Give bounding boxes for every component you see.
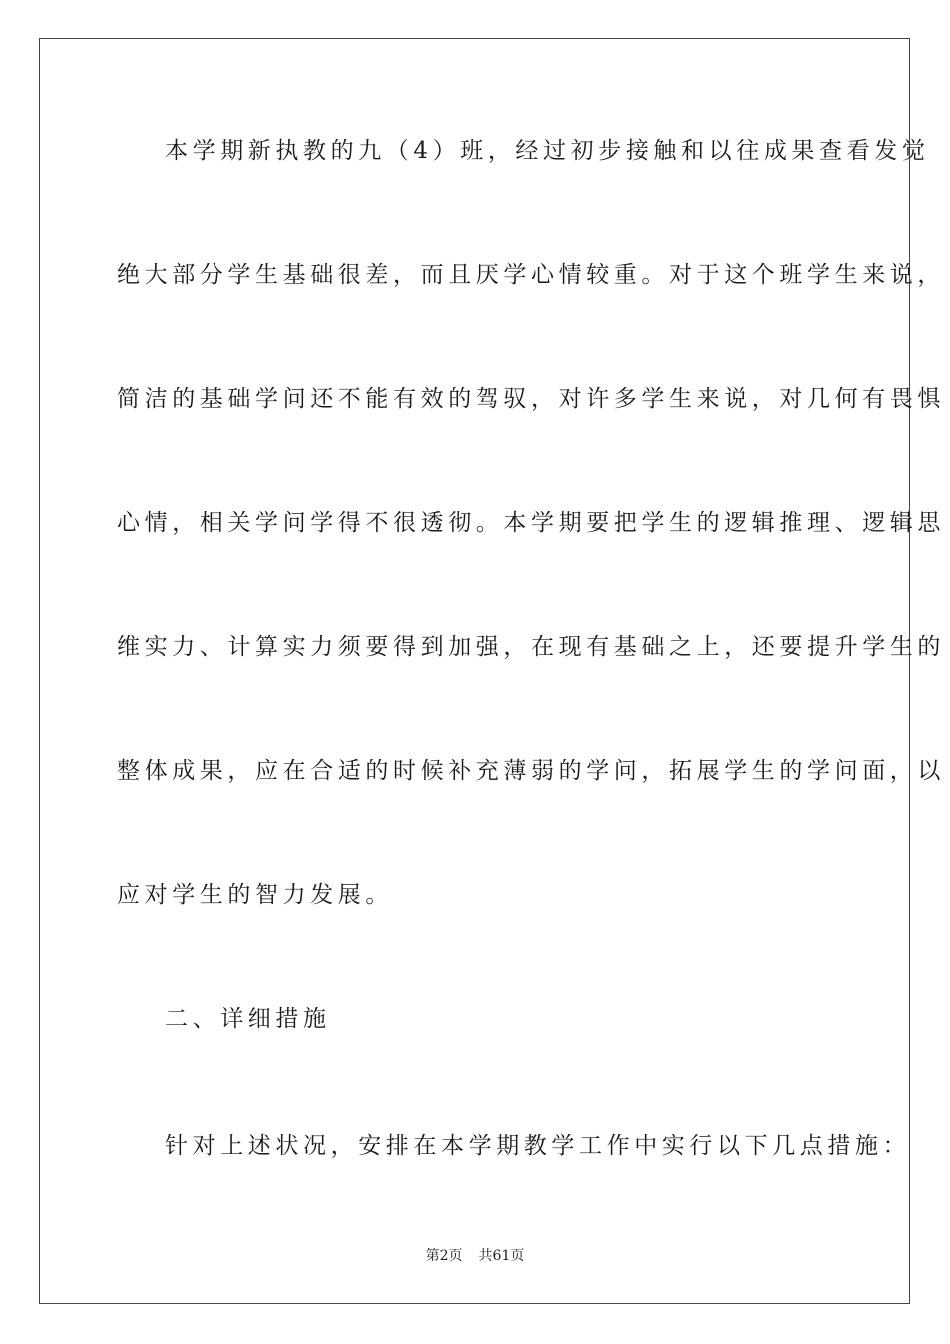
paragraph-line: 心情，相关学问学得不很透彻。本学期要把学生的逻辑推理、逻辑思	[117, 510, 945, 536]
paragraph-line: 维实力、计算实力须要得到加强，在现有基础之上，还要提升学生的	[117, 634, 945, 660]
page-footer	[0, 1247, 950, 1265]
paragraph-line: 整体成果，应在合适的时候补充薄弱的学问，拓展学生的学问面，以	[117, 758, 945, 784]
section-heading: 二、详细措施	[165, 1006, 331, 1032]
paragraph-line: 针对上述状况，安排在本学期教学工作中实行以下几点措施：	[165, 1133, 911, 1159]
paragraph-line: 应对学生的智力发展。	[117, 882, 393, 908]
paragraph-line: 简洁的基础学问还不能有效的驾驭，对许多学生来说，对几何有畏惧	[117, 386, 945, 412]
page-number: 第2页	[425, 1248, 463, 1264]
page-total: 共61页	[478, 1248, 525, 1264]
paragraph-line: 本学期新执教的九（4）班，经过初步接触和以往成果查看发觉	[165, 138, 930, 164]
paragraph-line: 绝大部分学生基础很差，而且厌学心情较重。对于这个班学生来说，	[117, 262, 945, 288]
page-border	[39, 38, 945, 1304]
